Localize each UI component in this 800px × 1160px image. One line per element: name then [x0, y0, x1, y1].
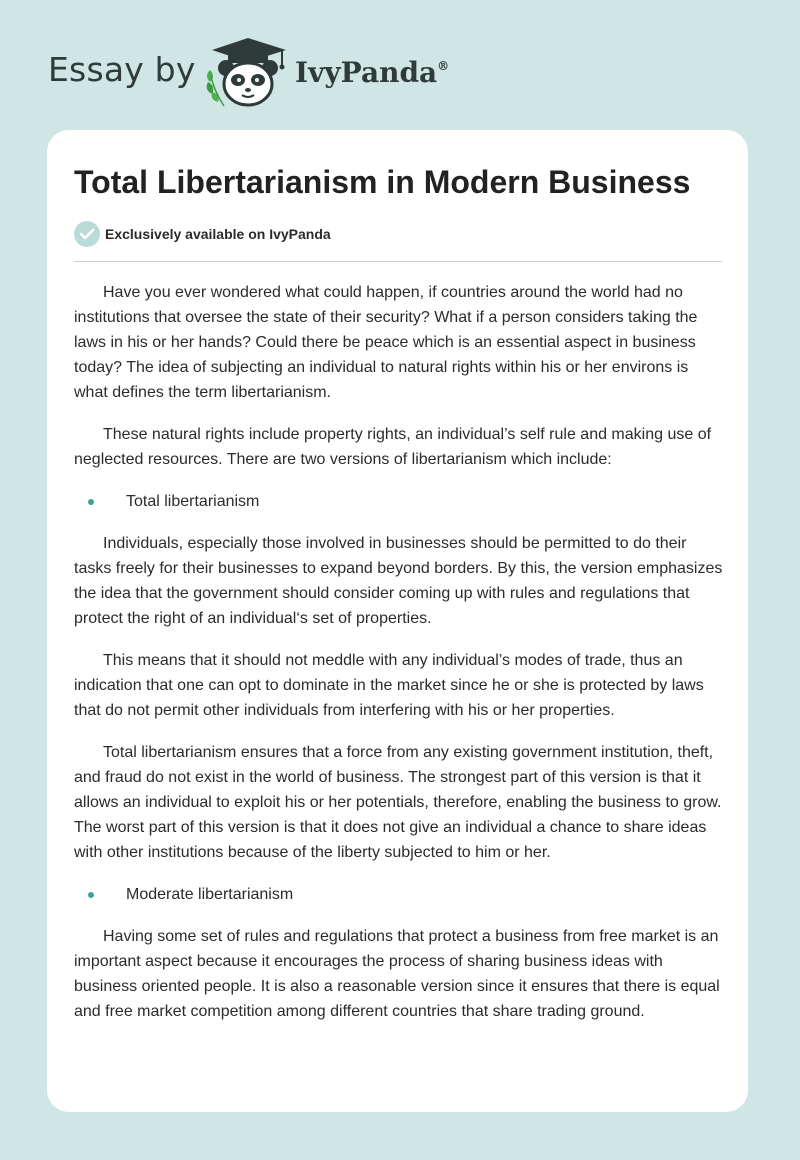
checkmark-icon: [74, 221, 100, 247]
paragraph: Having some set of rules and regulations that protect a business from free market is an important aspect because it encourages the process of sharing business ideas with business oriented people. It is also a reasonable version since it ensures that there is equal and free market competition among different countries that share trading ground.: [74, 928, 720, 1020]
page-title: Total Libertarianism in Modern Business: [74, 164, 691, 200]
article-body: [74, 280, 724, 1041]
paragraph: Total libertarianism ensures that a force from any existing government institution, theft, and fraud do not exist in the world of business. The strongest part of this version is that it allows an individual to exploit his or her potentials, therefore, enabling the business to grow. The worst part of this version is that it does not give an individual a chance to share ideas with other institutions because of the liberty subjected to him or her.: [74, 744, 722, 861]
registered-mark: ®: [437, 58, 450, 73]
divider: [74, 261, 722, 262]
list-item-text: Moderate libertarianism: [126, 886, 294, 903]
panda-logo-icon[interactable]: [202, 36, 294, 112]
list-item: [74, 489, 724, 514]
site-header: [48, 34, 748, 114]
paragraph: This means that it should not meddle with any individual’s modes of trade, thus an indication that one can opt to dominate in the market since he or she is protected by laws that do not permit other individuals from interfering with his or her properties.: [74, 652, 704, 719]
paragraph: Individuals, especially those involved in businesses should be permitted to do their tasks freely for their businesses to expand beyond borders. By this, the version emphasizes the idea that the government should consider coming up with rules and regulations that protect the right of an individual‘s set of properties.: [74, 535, 723, 627]
article-card: [47, 130, 748, 1112]
paragraph: Have you ever wondered what could happen, if countries around the world had no institutions that oversee the state of their security? What if a person considers taking the laws in his or her hands? Could there be peace which is an essential aspect in business today? The idea of subjecting an individual to natural rights within his or her environs is what defines the term libertarianism.: [74, 284, 698, 401]
exclusive-badge-text: Exclusively available on IvyPanda: [105, 226, 331, 242]
essay-by-label: Essay by: [48, 50, 196, 89]
bullet-icon: [88, 499, 94, 505]
list-item: [74, 882, 724, 907]
list-item-text: Total libertarianism: [126, 493, 260, 510]
brand-name[interactable]: IvyPanda®: [295, 56, 450, 89]
bullet-icon: [88, 892, 94, 898]
paragraph: These natural rights include property rights, an individual’s self rule and making use of neglected resources. There are two versions of libertarianism which include:: [74, 426, 712, 468]
